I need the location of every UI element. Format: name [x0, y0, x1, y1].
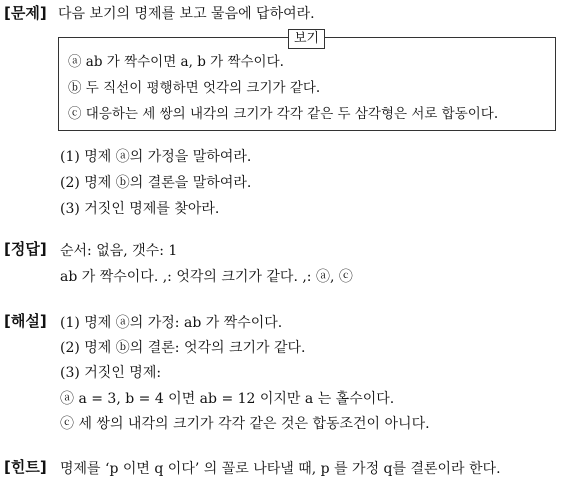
explanation-line-1: (1) 명제 ⓐ의 가정: ab 가 짝수이다.	[60, 315, 283, 331]
hint-tag: [힌트]	[4, 458, 47, 476]
answer-line-1: 순서: 없음, 갯수: 1	[60, 243, 178, 259]
answer-tag: [정답]	[4, 240, 47, 258]
box-line-b: ⓑ 두 직선이 평행하면 엇각의 크기가 같다.	[68, 80, 321, 96]
explanation-line-4: ⓐ a = 3, b = 4 이면 ab = 12 이지만 a 는 홀수이다.	[60, 391, 395, 407]
sub-question-2: (2) 명제 ⓑ의 결론을 말하여라.	[60, 175, 252, 191]
problem-question: 다음 보기의 명제를 보고 물음에 답하여라.	[58, 6, 315, 22]
explanation-tag: [해설]	[4, 312, 47, 330]
explanation-line-2: (2) 명제 ⓑ의 결론: 엇각의 크기가 같다.	[60, 340, 306, 356]
hint-text: 명제를 ‘p 이면 q 이다’ 의 꼴로 나타낼 때, p 를 가정 q를 결론이라 한다.	[60, 461, 501, 477]
answer-line-2: ab 가 짝수이다. ,: 엇각의 크기가 같다. ,: ⓐ, ⓒ	[60, 269, 353, 285]
sub-question-3: (3) 거짓인 명제를 찾아라.	[60, 201, 220, 217]
box-line-a: ⓐ ab 가 짝수이면 a, b 가 짝수이다.	[68, 54, 284, 70]
example-box-title: 보기	[288, 29, 325, 49]
problem-tag: [문제]	[4, 4, 47, 22]
explanation-line-5: ⓒ 세 쌍의 내각의 크기가 각각 같은 것은 합동조건이 아니다.	[60, 416, 430, 432]
explanation-line-3: (3) 거짓인 명제:	[60, 365, 162, 381]
sub-question-1: (1) 명제 ⓐ의 가정을 말하여라.	[60, 149, 252, 165]
box-line-c: ⓒ 대응하는 세 쌍의 내각의 크기가 각각 같은 두 삼각형은 서로 합동이다.	[68, 106, 499, 122]
